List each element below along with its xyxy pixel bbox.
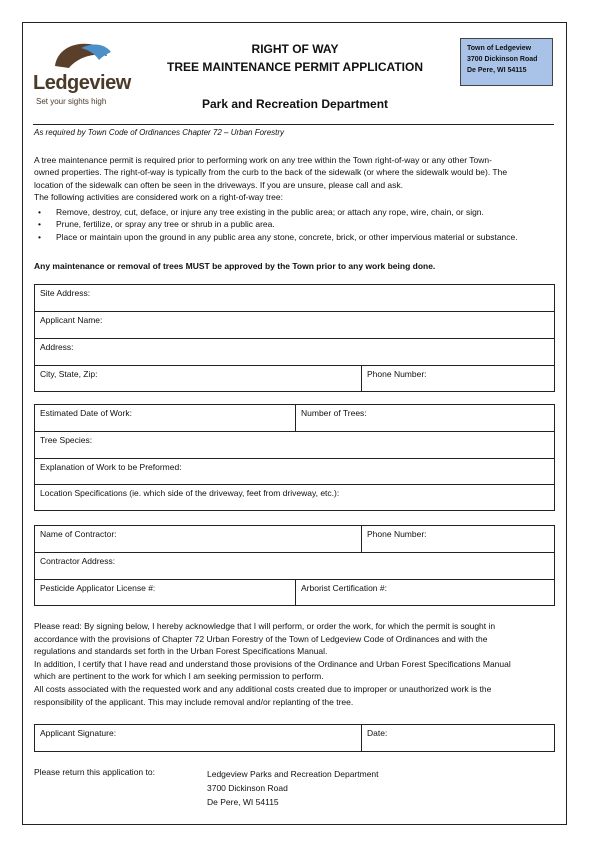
logo-tagline: Set your sights high <box>36 97 107 106</box>
contractor-address-row <box>35 553 554 580</box>
ordinance-note: As required by Town Code of Ordinances Chapter 72 – Urban Forestry <box>34 128 285 137</box>
acknowledgement-line: which are pertinent to the work for which I am seeking permission to perform. <box>34 671 324 682</box>
return-address-line: Ledgeview Parks and Recreation Department <box>207 769 379 779</box>
field-label: Pesticide Applicator License #: <box>40 583 156 593</box>
estimated-date-field[interactable] <box>35 405 295 431</box>
acknowledgement-line: accordance with the provisions of Chapter 72 Urban Forestry of the Town of Ledgeview Code of Ordinances and with the <box>34 633 488 644</box>
acknowledgement-text <box>34 620 556 708</box>
number-of-trees-field[interactable] <box>295 405 554 431</box>
field-label: Arborist Certification #: <box>301 583 387 593</box>
applicant-section <box>34 284 555 392</box>
site-address-field[interactable] <box>35 285 554 311</box>
document-title-line2: TREE MAINTENANCE PERMIT APPLICATION <box>166 60 423 74</box>
address-row <box>35 339 554 366</box>
city-state-zip-field[interactable] <box>35 366 361 391</box>
signature-section <box>34 724 555 752</box>
logo-wordmark: Ledgeview <box>33 72 131 94</box>
work-details-section <box>34 404 555 511</box>
approval-warning: Any maintenance or removal of trees MUST be approved by the Town prior to any work being done. <box>34 261 436 271</box>
site-address-row <box>35 285 554 312</box>
acknowledgement-line: Please read: By signing below, I hereby acknowledge that I will perform, or order the work, for which the permit is sought in <box>34 621 496 631</box>
field-label: Name of Contractor: <box>40 529 117 539</box>
field-label: Site Address: <box>40 288 91 298</box>
department-name: Park and Recreation Department <box>201 97 389 111</box>
field-label: Tree Species: <box>40 435 93 445</box>
intro-line: location of the sidewalk can often be seen in the driveways. If you are unsure, please call and ask. <box>34 179 404 190</box>
license-row <box>35 580 554 605</box>
applicant-signature-field[interactable] <box>35 725 361 751</box>
field-label: Location Specifications (ie. which side of the driveway, feet from driveway, etc.): <box>40 488 340 498</box>
phone-number-field[interactable] <box>361 366 554 391</box>
field-label: Phone Number: <box>367 369 427 379</box>
contractor-name-field[interactable] <box>35 526 361 552</box>
field-label: Address: <box>40 342 74 352</box>
explanation-row <box>35 459 554 485</box>
location-row <box>35 485 554 510</box>
field-label: Number of Trees: <box>301 408 367 418</box>
intro-line: owned properties. The right-of-way is typically from the curb to the back of the sidewalk (or where the sidewalk would be). The <box>34 167 508 178</box>
contractor-section <box>34 525 555 606</box>
field-label: City, State, Zip: <box>40 369 98 379</box>
document-title-line1: RIGHT OF WAY <box>251 42 339 56</box>
intro-paragraph <box>34 154 556 203</box>
field-label: Explanation of Work to be Preformed: <box>40 462 182 472</box>
header-divider <box>33 124 554 125</box>
return-instructions: Please return this application to: <box>34 767 155 777</box>
tree-species-field[interactable] <box>35 432 554 458</box>
tree-species-row <box>35 432 554 459</box>
arborist-cert-field[interactable] <box>295 580 554 605</box>
field-label: Applicant Name: <box>40 315 103 325</box>
activity-item: • Place or maintain upon the ground in any public area any stone, concrete, brick, or other impervious material or substance. <box>36 231 556 243</box>
location-specs-field[interactable] <box>35 485 554 510</box>
acknowledgement-line: All costs associated with the requested work and any additional costs created due to improper or unauthorized work is the <box>34 683 492 694</box>
intro-line: A tree maintenance permit is required prior to performing work on any tree within the Town right-of-way or any other Town- <box>34 155 492 165</box>
applicant-name-field[interactable] <box>35 312 554 338</box>
address-field[interactable] <box>35 339 554 365</box>
acknowledgement-line: regulations and standards set forth in the Urban Forest Specifications Manual. <box>34 646 328 657</box>
field-label: Estimated Date of Work: <box>40 408 132 418</box>
address-box-line: 3700 Dickinson Road <box>467 56 538 63</box>
contractor-name-row <box>35 526 554 553</box>
activity-item: • Remove, destroy, cut, deface, or injure any tree existing in the public area; or attach any rope, wire, chain, or sign. <box>36 206 556 218</box>
address-box-line: De Pere, WI 54115 <box>467 67 527 74</box>
activity-item: • Prune, fertilize, or spray any tree or shrub in a public area. <box>36 218 556 230</box>
acknowledgement-line: In addition, I certify that I have read and understand those provisions of the Ordinance and Urban Forest Specifications Manual <box>34 658 511 669</box>
field-label: Phone Number: <box>367 529 427 539</box>
address-box-line: Town of Ledgeview <box>467 45 532 52</box>
acknowledgement-line: responsibility of the applicant. This may include removal and/or replanting of the tree. <box>34 696 354 707</box>
field-label: Date: <box>367 728 388 738</box>
signature-row <box>35 725 554 751</box>
field-label: Applicant Signature: <box>40 728 117 738</box>
applicant-name-row <box>35 312 554 339</box>
activities-list <box>36 206 556 243</box>
intro-line: The following activities are considered work on a right-of-way tree: <box>34 191 283 202</box>
explanation-field[interactable] <box>35 459 554 484</box>
date-trees-row <box>35 405 554 432</box>
city-phone-row <box>35 366 554 391</box>
contractor-phone-field[interactable] <box>361 526 554 552</box>
town-address-box <box>460 38 553 86</box>
return-address <box>207 767 379 810</box>
field-label: Contractor Address: <box>40 556 116 566</box>
pesticide-license-field[interactable] <box>35 580 295 605</box>
contractor-address-field[interactable] <box>35 553 554 579</box>
signature-date-field[interactable] <box>361 725 554 751</box>
return-address-line: De Pere, WI 54115 <box>207 797 279 808</box>
return-address-line: 3700 Dickinson Road <box>207 783 288 794</box>
